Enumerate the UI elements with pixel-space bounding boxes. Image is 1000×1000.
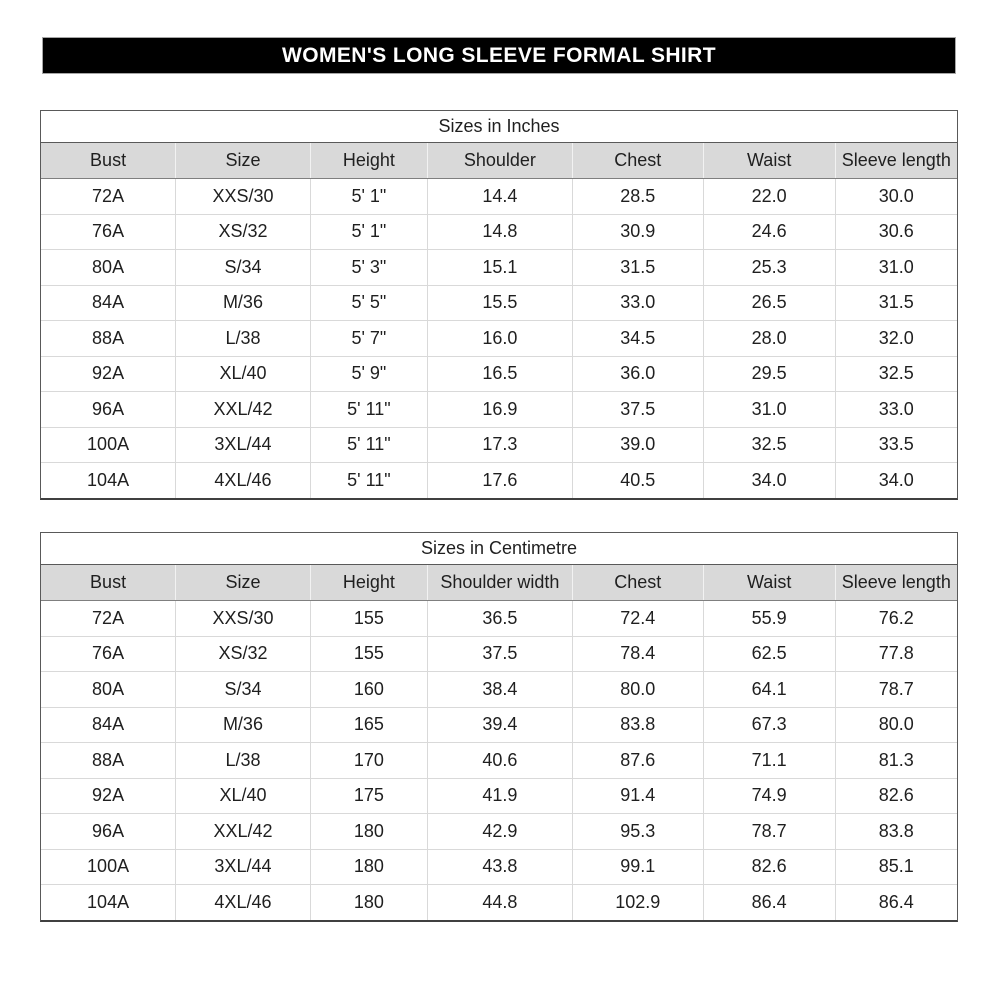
table-cell: 80A [41, 250, 176, 286]
table-cell: 160 [310, 672, 427, 708]
table-cell: 55.9 [703, 601, 835, 637]
table-cell: 30.9 [572, 214, 703, 250]
table-cell: 39.4 [428, 707, 573, 743]
table-cell: 32.5 [703, 427, 835, 463]
column-header: Height [310, 143, 427, 179]
table-cell: 84A [41, 285, 176, 321]
table-row [41, 707, 957, 743]
table-cell: 34.0 [703, 463, 835, 498]
table-cell: 5' 11" [310, 427, 427, 463]
table-row [41, 672, 957, 708]
table-cell: 96A [41, 392, 176, 428]
table-cell: 16.0 [428, 321, 573, 357]
table-cell: 100A [41, 427, 176, 463]
table-row [41, 356, 957, 392]
table-cell: 31.5 [572, 250, 703, 286]
table-header-row [41, 143, 957, 179]
table-cell: L/38 [176, 321, 311, 357]
table-cell: 82.6 [835, 778, 957, 814]
table-cell: 74.9 [703, 778, 835, 814]
table-cell: 175 [310, 778, 427, 814]
table-cell: XXS/30 [176, 601, 311, 637]
table-cell: 86.4 [703, 885, 835, 920]
table-cell: 155 [310, 636, 427, 672]
column-header: Bust [41, 565, 176, 601]
table-body [41, 179, 957, 498]
table-cell: 36.0 [572, 356, 703, 392]
table-caption-row [41, 533, 957, 565]
table-cell: 76A [41, 636, 176, 672]
product-title: WOMEN'S LONG SLEEVE FORMAL SHIRT [282, 43, 716, 67]
table-cell: 87.6 [572, 743, 703, 779]
table-cell: 5' 9" [310, 356, 427, 392]
table-cell: 14.8 [428, 214, 573, 250]
table-cell: 41.9 [428, 778, 573, 814]
size-table-inches-container [40, 110, 958, 500]
table-cell: 84A [41, 707, 176, 743]
column-header: Shoulder width [428, 565, 573, 601]
table-cell: 34.0 [835, 463, 957, 498]
table-cell: 72A [41, 601, 176, 637]
table-cell: 80.0 [572, 672, 703, 708]
table-cell: 85.1 [835, 849, 957, 885]
table-row [41, 179, 957, 215]
table-cell: 43.8 [428, 849, 573, 885]
table-cell: 33.0 [572, 285, 703, 321]
table-cell: 16.5 [428, 356, 573, 392]
table-cell: 78.7 [835, 672, 957, 708]
table-cell: 72.4 [572, 601, 703, 637]
table-cell: S/34 [176, 250, 311, 286]
table-row [41, 321, 957, 357]
table-cell: 30.6 [835, 214, 957, 250]
table-cell: 17.6 [428, 463, 573, 498]
table-row [41, 427, 957, 463]
table-cell: 5' 5" [310, 285, 427, 321]
column-header: Sleeve length [835, 143, 957, 179]
table-row [41, 285, 957, 321]
table-cell: M/36 [176, 707, 311, 743]
table-cell: S/34 [176, 672, 311, 708]
table-cell: 83.8 [835, 814, 957, 850]
table-cell: 92A [41, 778, 176, 814]
table-cell: 88A [41, 743, 176, 779]
table-cell: 25.3 [703, 250, 835, 286]
table-cell: 5' 1" [310, 179, 427, 215]
table-cell: 40.5 [572, 463, 703, 498]
table-cell: 5' 1" [310, 214, 427, 250]
table-cell: 100A [41, 849, 176, 885]
table-cell: L/38 [176, 743, 311, 779]
table-cell: 31.0 [703, 392, 835, 428]
column-header: Height [310, 565, 427, 601]
size-table-centimetre-container [40, 532, 958, 922]
table-cell: 180 [310, 814, 427, 850]
size-table-inches [41, 111, 957, 498]
table-cell: 37.5 [572, 392, 703, 428]
table-cell: 36.5 [428, 601, 573, 637]
table-cell: XXS/30 [176, 179, 311, 215]
column-header: Size [176, 143, 311, 179]
table-row [41, 636, 957, 672]
table-cell: 15.1 [428, 250, 573, 286]
table-cell: 26.5 [703, 285, 835, 321]
table-cell: 62.5 [703, 636, 835, 672]
table-cell: 34.5 [572, 321, 703, 357]
table-row [41, 849, 957, 885]
table-cell: 170 [310, 743, 427, 779]
table-cell: 99.1 [572, 849, 703, 885]
table-cell: 14.4 [428, 179, 573, 215]
table-cell: 40.6 [428, 743, 573, 779]
column-header: Size [176, 565, 311, 601]
table-cell: 76.2 [835, 601, 957, 637]
table-cell: 80A [41, 672, 176, 708]
table-cell: 39.0 [572, 427, 703, 463]
product-title-banner [42, 37, 956, 74]
table-cell: 81.3 [835, 743, 957, 779]
table-cell: 91.4 [572, 778, 703, 814]
table-cell: 180 [310, 885, 427, 920]
table-cell: 22.0 [703, 179, 835, 215]
table-cell: XXL/42 [176, 392, 311, 428]
table-cell: 83.8 [572, 707, 703, 743]
column-header: Waist [703, 565, 835, 601]
table-cell: 42.9 [428, 814, 573, 850]
column-header: Shoulder [428, 143, 573, 179]
table-cell: 104A [41, 463, 176, 498]
table-cell: 31.5 [835, 285, 957, 321]
table-caption: Sizes in Centimetre [41, 533, 957, 565]
table-cell: 28.5 [572, 179, 703, 215]
table-cell: 104A [41, 885, 176, 920]
table-cell: 5' 11" [310, 392, 427, 428]
table-header-row [41, 565, 957, 601]
table-cell: 32.0 [835, 321, 957, 357]
table-cell: 155 [310, 601, 427, 637]
table-cell: 28.0 [703, 321, 835, 357]
table-cell: 3XL/44 [176, 427, 311, 463]
table-cell: 71.1 [703, 743, 835, 779]
table-cell: 86.4 [835, 885, 957, 920]
column-header: Waist [703, 143, 835, 179]
table-cell: 96A [41, 814, 176, 850]
table-cell: 76A [41, 214, 176, 250]
column-header: Bust [41, 143, 176, 179]
table-cell: 80.0 [835, 707, 957, 743]
table-cell: XS/32 [176, 214, 311, 250]
table-row [41, 778, 957, 814]
table-row [41, 885, 957, 920]
table-cell: 31.0 [835, 250, 957, 286]
column-header: Sleeve length [835, 565, 957, 601]
table-cell: XL/40 [176, 356, 311, 392]
table-cell: 72A [41, 179, 176, 215]
table-row [41, 814, 957, 850]
table-cell: 44.8 [428, 885, 573, 920]
table-cell: 95.3 [572, 814, 703, 850]
table-cell: 32.5 [835, 356, 957, 392]
table-cell: 24.6 [703, 214, 835, 250]
table-cell: 15.5 [428, 285, 573, 321]
column-header: Chest [572, 565, 703, 601]
table-cell: 16.9 [428, 392, 573, 428]
table-row [41, 250, 957, 286]
table-cell: 3XL/44 [176, 849, 311, 885]
table-cell: 33.5 [835, 427, 957, 463]
table-cell: 17.3 [428, 427, 573, 463]
table-caption-row [41, 111, 957, 143]
table-cell: 82.6 [703, 849, 835, 885]
table-cell: 67.3 [703, 707, 835, 743]
table-cell: 102.9 [572, 885, 703, 920]
table-row [41, 214, 957, 250]
table-cell: 165 [310, 707, 427, 743]
table-body [41, 601, 957, 920]
size-table-centimetre [41, 533, 957, 920]
table-row [41, 392, 957, 428]
table-cell: XL/40 [176, 778, 311, 814]
table-cell: 5' 3" [310, 250, 427, 286]
column-header: Chest [572, 143, 703, 179]
table-cell: 4XL/46 [176, 885, 311, 920]
table-row [41, 601, 957, 637]
table-cell: 64.1 [703, 672, 835, 708]
table-cell: 33.0 [835, 392, 957, 428]
table-cell: XS/32 [176, 636, 311, 672]
table-cell: 77.8 [835, 636, 957, 672]
table-cell: 5' 7" [310, 321, 427, 357]
table-cell: 5' 11" [310, 463, 427, 498]
table-cell: 78.4 [572, 636, 703, 672]
table-cell: 92A [41, 356, 176, 392]
table-cell: 180 [310, 849, 427, 885]
table-row [41, 743, 957, 779]
table-cell: XXL/42 [176, 814, 311, 850]
table-cell: 30.0 [835, 179, 957, 215]
table-row [41, 463, 957, 498]
table-cell: M/36 [176, 285, 311, 321]
table-cell: 78.7 [703, 814, 835, 850]
table-cell: 88A [41, 321, 176, 357]
table-cell: 37.5 [428, 636, 573, 672]
table-cell: 29.5 [703, 356, 835, 392]
table-cell: 38.4 [428, 672, 573, 708]
table-caption: Sizes in Inches [41, 111, 957, 143]
table-cell: 4XL/46 [176, 463, 311, 498]
